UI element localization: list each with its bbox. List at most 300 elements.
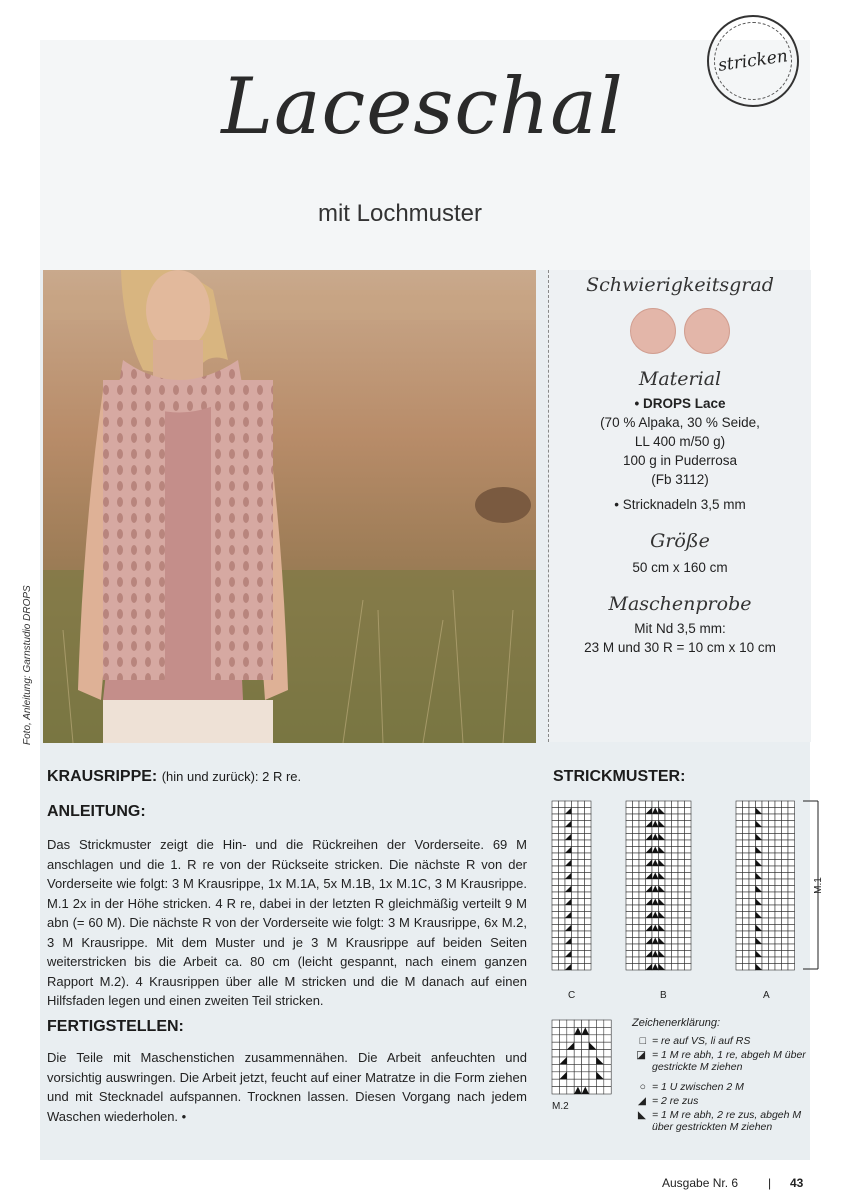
gauge-line: 23 M und 30 R = 10 cm x 10 cm [584, 640, 776, 655]
chart-cell [578, 951, 585, 958]
chart-cell [559, 931, 566, 938]
chart-cell [585, 918, 592, 925]
chart-cell [685, 944, 692, 951]
chart-cell [565, 879, 572, 886]
chart-cell [659, 853, 666, 860]
chart-cell [552, 873, 559, 880]
chart-cell [685, 834, 692, 841]
chart-cell [565, 905, 572, 912]
chart-cell [769, 853, 776, 860]
chart-cell [596, 1064, 603, 1071]
chart-cell [574, 1042, 581, 1049]
chart-cell [633, 905, 640, 912]
chart-cell [749, 808, 756, 815]
chart-cell [685, 931, 692, 938]
chart-cell [782, 821, 789, 828]
chart-cell [743, 879, 750, 886]
chart-cell [749, 847, 756, 854]
chart-cell [782, 957, 789, 964]
chart-cell [639, 814, 646, 821]
chart-cell [769, 834, 776, 841]
chart-cell [743, 892, 750, 899]
chart-cell [769, 821, 776, 828]
chart-cell [736, 860, 743, 867]
chart-cell [782, 951, 789, 958]
chart-cell [782, 814, 789, 821]
chart-cell [788, 957, 795, 964]
chart-cell [685, 912, 692, 919]
chart-cell [552, 1064, 559, 1071]
chart-cell [762, 892, 769, 899]
chart-cell [572, 918, 579, 925]
chart-cell [775, 860, 782, 867]
chart-cell [585, 899, 592, 906]
chart-cell [552, 886, 559, 893]
krausrippe-heading [47, 768, 301, 786]
chart-cell [775, 964, 782, 971]
chart-cell [626, 853, 633, 860]
material-line: (70 % Alpaka, 30 % Seide, [600, 415, 760, 430]
chart-cell [736, 951, 743, 958]
chart-cell [596, 1020, 603, 1027]
chart-cell [565, 866, 572, 873]
chart-cell [782, 918, 789, 925]
chart-cell [782, 879, 789, 886]
chart-cell [665, 821, 672, 828]
chart-cell [646, 931, 653, 938]
m2-label: M.2 [552, 1101, 569, 1112]
chart-cell [574, 1020, 581, 1027]
chart-cell [782, 892, 789, 899]
footer-separator: | [768, 1176, 772, 1190]
chart-cell [559, 814, 566, 821]
chart-cell [736, 879, 743, 886]
chart-cell [665, 827, 672, 834]
chart-cell [578, 938, 585, 945]
chart-cell [736, 912, 743, 919]
chart-cell [743, 840, 750, 847]
chart-cell [559, 918, 566, 925]
chart-cell [585, 814, 592, 821]
chart-cell [775, 912, 782, 919]
chart-m2-grid [552, 1020, 611, 1094]
chart-cell [749, 840, 756, 847]
chart-cell [552, 892, 559, 899]
chart-cell [762, 886, 769, 893]
chart-cell [633, 879, 640, 886]
chart-cell [672, 821, 679, 828]
chart-cell [672, 905, 679, 912]
chart-cell [633, 847, 640, 854]
chart-cell [749, 951, 756, 958]
page-subtitle: mit Lochmuster [317, 200, 483, 227]
chart-cell [672, 853, 679, 860]
chart-cell [782, 834, 789, 841]
chart-cell [775, 951, 782, 958]
chart-cell [775, 827, 782, 834]
chart-cell [567, 1035, 574, 1042]
chart-cell [639, 866, 646, 873]
chart-cell [552, 847, 559, 854]
chart-c-grid [552, 801, 591, 970]
chart-cell [652, 814, 659, 821]
chart-cell [782, 938, 789, 945]
legend-item: ◣ = 1 M re abh, 2 re zus, abgeh M über gestrickten M ziehen [620, 1109, 820, 1137]
chart-cell [604, 1057, 611, 1064]
chart-cell [626, 944, 633, 951]
chart-cell [762, 860, 769, 867]
chart-cell [775, 931, 782, 938]
chart-cell [574, 1079, 581, 1086]
chart-cell [633, 821, 640, 828]
chart-cell [672, 827, 679, 834]
chart-cell [762, 808, 769, 815]
chart-cell [769, 964, 776, 971]
chart-cell [585, 892, 592, 899]
chart-cell [665, 847, 672, 854]
chart-cell [678, 892, 685, 899]
chart-cell [749, 814, 756, 821]
chart-cell [775, 944, 782, 951]
chart-cell [659, 866, 666, 873]
chart-cell [678, 964, 685, 971]
chart-cell [672, 814, 679, 821]
chart-cell [672, 801, 679, 808]
chart-cell [743, 866, 750, 873]
chart-cell [782, 886, 789, 893]
chart-cell [652, 892, 659, 899]
chart-cell [769, 840, 776, 847]
chart-cell [578, 944, 585, 951]
chart-cell [678, 951, 685, 958]
chart-label-c: C [568, 990, 576, 1001]
chart-cell [578, 847, 585, 854]
chart-cell [749, 905, 756, 912]
chart-cell [633, 899, 640, 906]
chart-cell [559, 925, 566, 932]
issue-number: Ausgabe Nr. 6 [662, 1176, 739, 1190]
chart-cell [743, 957, 750, 964]
chart-cell [736, 840, 743, 847]
chart-cell [736, 918, 743, 925]
chart-cell [572, 925, 579, 932]
chart-cell [639, 951, 646, 958]
chart-cell [665, 808, 672, 815]
chart-cell [559, 834, 566, 841]
slip-decrease-icon: ◪ [636, 1049, 646, 1061]
chart-cell [756, 827, 763, 834]
chart-cell [582, 1064, 589, 1071]
chart-cell [788, 899, 795, 906]
chart-cell [672, 866, 679, 873]
chart-cell [788, 860, 795, 867]
chart-cell [736, 944, 743, 951]
gauge-heading: Maschenprobe [608, 593, 752, 615]
chart-cell [559, 1050, 566, 1057]
chart-cell [736, 866, 743, 873]
material-line: (Fb 3112) [651, 472, 709, 487]
chart-cell [559, 879, 566, 886]
chart-cell [788, 912, 795, 919]
chart-cell [567, 1020, 574, 1027]
chart-cell [756, 931, 763, 938]
chart-cell [788, 808, 795, 815]
chart-cell [659, 827, 666, 834]
chart-cell [585, 834, 592, 841]
size-heading: Größe [650, 530, 710, 552]
chart-cell [567, 1079, 574, 1086]
chart-cell [775, 905, 782, 912]
chart-cell [749, 873, 756, 880]
chart-cell [582, 1020, 589, 1027]
chart-cell [578, 892, 585, 899]
chart-cell [769, 918, 776, 925]
chart-cell [646, 957, 653, 964]
chart-cell [589, 1087, 596, 1094]
chart-cell [552, 1042, 559, 1049]
chart-cell [782, 905, 789, 912]
chart-cell [678, 814, 685, 821]
chart-cell [678, 938, 685, 945]
chart-cell [589, 1050, 596, 1057]
gauge-info [549, 619, 811, 657]
chart-cell [672, 808, 679, 815]
chart-cell [552, 1072, 559, 1079]
chart-cell [572, 938, 579, 945]
chart-cell [749, 892, 756, 899]
chart-cell [788, 925, 795, 932]
chart-cell [769, 957, 776, 964]
chart-cell [572, 834, 579, 841]
chart-cell [678, 801, 685, 808]
chart-cell [585, 944, 592, 951]
chart-cell [762, 957, 769, 964]
chart-cell [626, 801, 633, 808]
chart-cell [756, 801, 763, 808]
chart-cell [652, 879, 659, 886]
chart-cell [552, 840, 559, 847]
legend-item: ◪ = 1 M re abh, 1 re, abgeh M über gestrickte M ziehen [620, 1049, 820, 1077]
chart-cell [552, 834, 559, 841]
krausrippe-label: KRAUSRIPPE: [47, 768, 158, 785]
chart-cell [596, 1042, 603, 1049]
chart-cell [736, 873, 743, 880]
chart-cell [633, 892, 640, 899]
chart-cell [565, 827, 572, 834]
chart-cell [552, 866, 559, 873]
chart-cell [762, 821, 769, 828]
chart-cell [633, 957, 640, 964]
chart-cell [756, 840, 763, 847]
chart-cell [769, 847, 776, 854]
chart-cell [639, 918, 646, 925]
chart-cell [769, 944, 776, 951]
chart-cell [782, 964, 789, 971]
chart-cell [626, 847, 633, 854]
chart-cell [782, 873, 789, 880]
chart-cell [639, 801, 646, 808]
chart-cell [578, 964, 585, 971]
chart-cell [626, 957, 633, 964]
chart-cell [678, 899, 685, 906]
chart-cell [578, 931, 585, 938]
chart-cell [782, 925, 789, 932]
anleitung-text: Das Strickmuster zeigt die Hin- und die Rückreihen der Vorderseite. 69 M anschlagen und die 1. R re von der Rückseite stricken. Die nächste R von der Vorderseite wie folgt: 3 M Krausrippe, 1x M.1A, 5x M.1B, 1x M.1C, 3 M Krausrippe. M.1 2x in der Höhe stricken. 4 R re, dabei in der letzten R gleichmäßig verteilt 9 M abn (= 60 M). Die nächste R von der Vorderseite wie folgt: 3 M Krausrippe, 6x M.2, 3 M Krausrippe. Mit dem Muster und je 3 M Krausrippe auf beiden Seiten weiterstricken bis die Arbeit ca. 80 cm (leicht gespannt, nach einem ganzen Rapport M.2). 4 Krausrippen über alle M stricken und die M danach auf einen Hilfsfaden legen und einen zweiten Teil stricken. [47, 837, 527, 1008]
chart-cell [672, 847, 679, 854]
chart-cell [775, 925, 782, 932]
chart-cell [646, 801, 653, 808]
chart-cell [665, 834, 672, 841]
chart-cell [574, 1050, 581, 1057]
chart-cell [678, 886, 685, 893]
chart-cell [665, 944, 672, 951]
chart-cell [639, 964, 646, 971]
chart-cell [585, 873, 592, 880]
chart-cell [552, 860, 559, 867]
legend-item: ◢ = 2 re zus [620, 1095, 820, 1109]
chart-cell [756, 879, 763, 886]
chart-cell [665, 866, 672, 873]
chart-cell [769, 892, 776, 899]
chart-cell [578, 899, 585, 906]
chart-cell [743, 821, 750, 828]
chart-cell [626, 951, 633, 958]
chart-cell [639, 931, 646, 938]
chart-cell [678, 912, 685, 919]
chart-cell [572, 931, 579, 938]
chart-cell [578, 827, 585, 834]
chart-cell [639, 905, 646, 912]
chart-cell [585, 801, 592, 808]
chart-cell [633, 814, 640, 821]
chart-cell [552, 853, 559, 860]
chart-cell [565, 892, 572, 899]
chart-cell [596, 1087, 603, 1094]
chart-cell [665, 873, 672, 880]
chart-cell [596, 1079, 603, 1086]
chart-cell [552, 951, 559, 958]
chart-cell [604, 1035, 611, 1042]
chart-cell [585, 925, 592, 932]
chart-cell [762, 834, 769, 841]
chart-cell [565, 801, 572, 808]
chart-cell [769, 899, 776, 906]
chart-cell [626, 860, 633, 867]
difficulty-yarn-ball-icon [684, 308, 730, 354]
chart-cell [567, 1072, 574, 1079]
chart-cell [578, 886, 585, 893]
chart-cell [743, 853, 750, 860]
chart-cell [775, 892, 782, 899]
chart-cell [626, 866, 633, 873]
chart-cell [749, 801, 756, 808]
chart-cell [604, 1079, 611, 1086]
chart-cell [685, 840, 692, 847]
chart-cell [559, 866, 566, 873]
chart-cell [762, 827, 769, 834]
chart-cell [582, 1072, 589, 1079]
chart-cell [578, 912, 585, 919]
chart-cell [678, 866, 685, 873]
chart-cell [659, 957, 666, 964]
chart-cell [633, 931, 640, 938]
chart-a-grid [736, 801, 795, 970]
chart-cell [567, 1027, 574, 1034]
chart-cell [743, 964, 750, 971]
chart-cell [604, 1072, 611, 1079]
chart-cell [604, 1027, 611, 1034]
needles-line: • Stricknadeln 3,5 mm [614, 497, 746, 512]
chart-cell [559, 905, 566, 912]
chart-cell [565, 957, 572, 964]
chart-cell [736, 899, 743, 906]
chart-cell [572, 860, 579, 867]
knitting-chart-m2 [550, 1018, 630, 1098]
chart-cell [552, 957, 559, 964]
chart-cell [585, 847, 592, 854]
chart-cell [743, 860, 750, 867]
chart-cell [639, 821, 646, 828]
chart-cell [596, 1035, 603, 1042]
chart-cell [678, 944, 685, 951]
legend-item: ○ = 1 U zwischen 2 M [620, 1081, 820, 1095]
chart-cell [769, 860, 776, 867]
chart-cell [633, 808, 640, 815]
chart-cell [585, 931, 592, 938]
page-number: 43 [790, 1176, 804, 1190]
chart-cell [788, 821, 795, 828]
chart-cell [665, 925, 672, 932]
chart-cell [782, 912, 789, 919]
chart-cell [762, 840, 769, 847]
chart-cell [762, 938, 769, 945]
chart-cell [578, 873, 585, 880]
chart-cell [678, 853, 685, 860]
chart-cell [736, 938, 743, 945]
chart-cell [736, 834, 743, 841]
chart-cell [552, 1027, 559, 1034]
chart-cell [749, 827, 756, 834]
chart-cell [559, 951, 566, 958]
chart-cell [769, 925, 776, 932]
photo-credit-container [22, 585, 34, 905]
chart-cell [678, 918, 685, 925]
chart-cell [672, 964, 679, 971]
chart-cell [685, 892, 692, 899]
chart-cell [552, 821, 559, 828]
chart-cell [559, 853, 566, 860]
chart-cell [769, 951, 776, 958]
chart-cell [626, 873, 633, 880]
chart-cell [646, 879, 653, 886]
chart-cell [572, 886, 579, 893]
chart-cell [749, 886, 756, 893]
chart-cell [659, 801, 666, 808]
chart-cell [552, 1050, 559, 1057]
chart-cell [665, 899, 672, 906]
chart-cell [743, 801, 750, 808]
material-heading: Material [638, 368, 722, 390]
double-decrease-icon: ◣ [637, 1109, 646, 1121]
chart-cell [769, 827, 776, 834]
chart-cell [626, 827, 633, 834]
chart-cell [749, 918, 756, 925]
chart-cell [578, 925, 585, 932]
chart-cell [559, 912, 566, 919]
chart-cell [633, 873, 640, 880]
chart-cell [678, 925, 685, 932]
chart-cell [775, 938, 782, 945]
